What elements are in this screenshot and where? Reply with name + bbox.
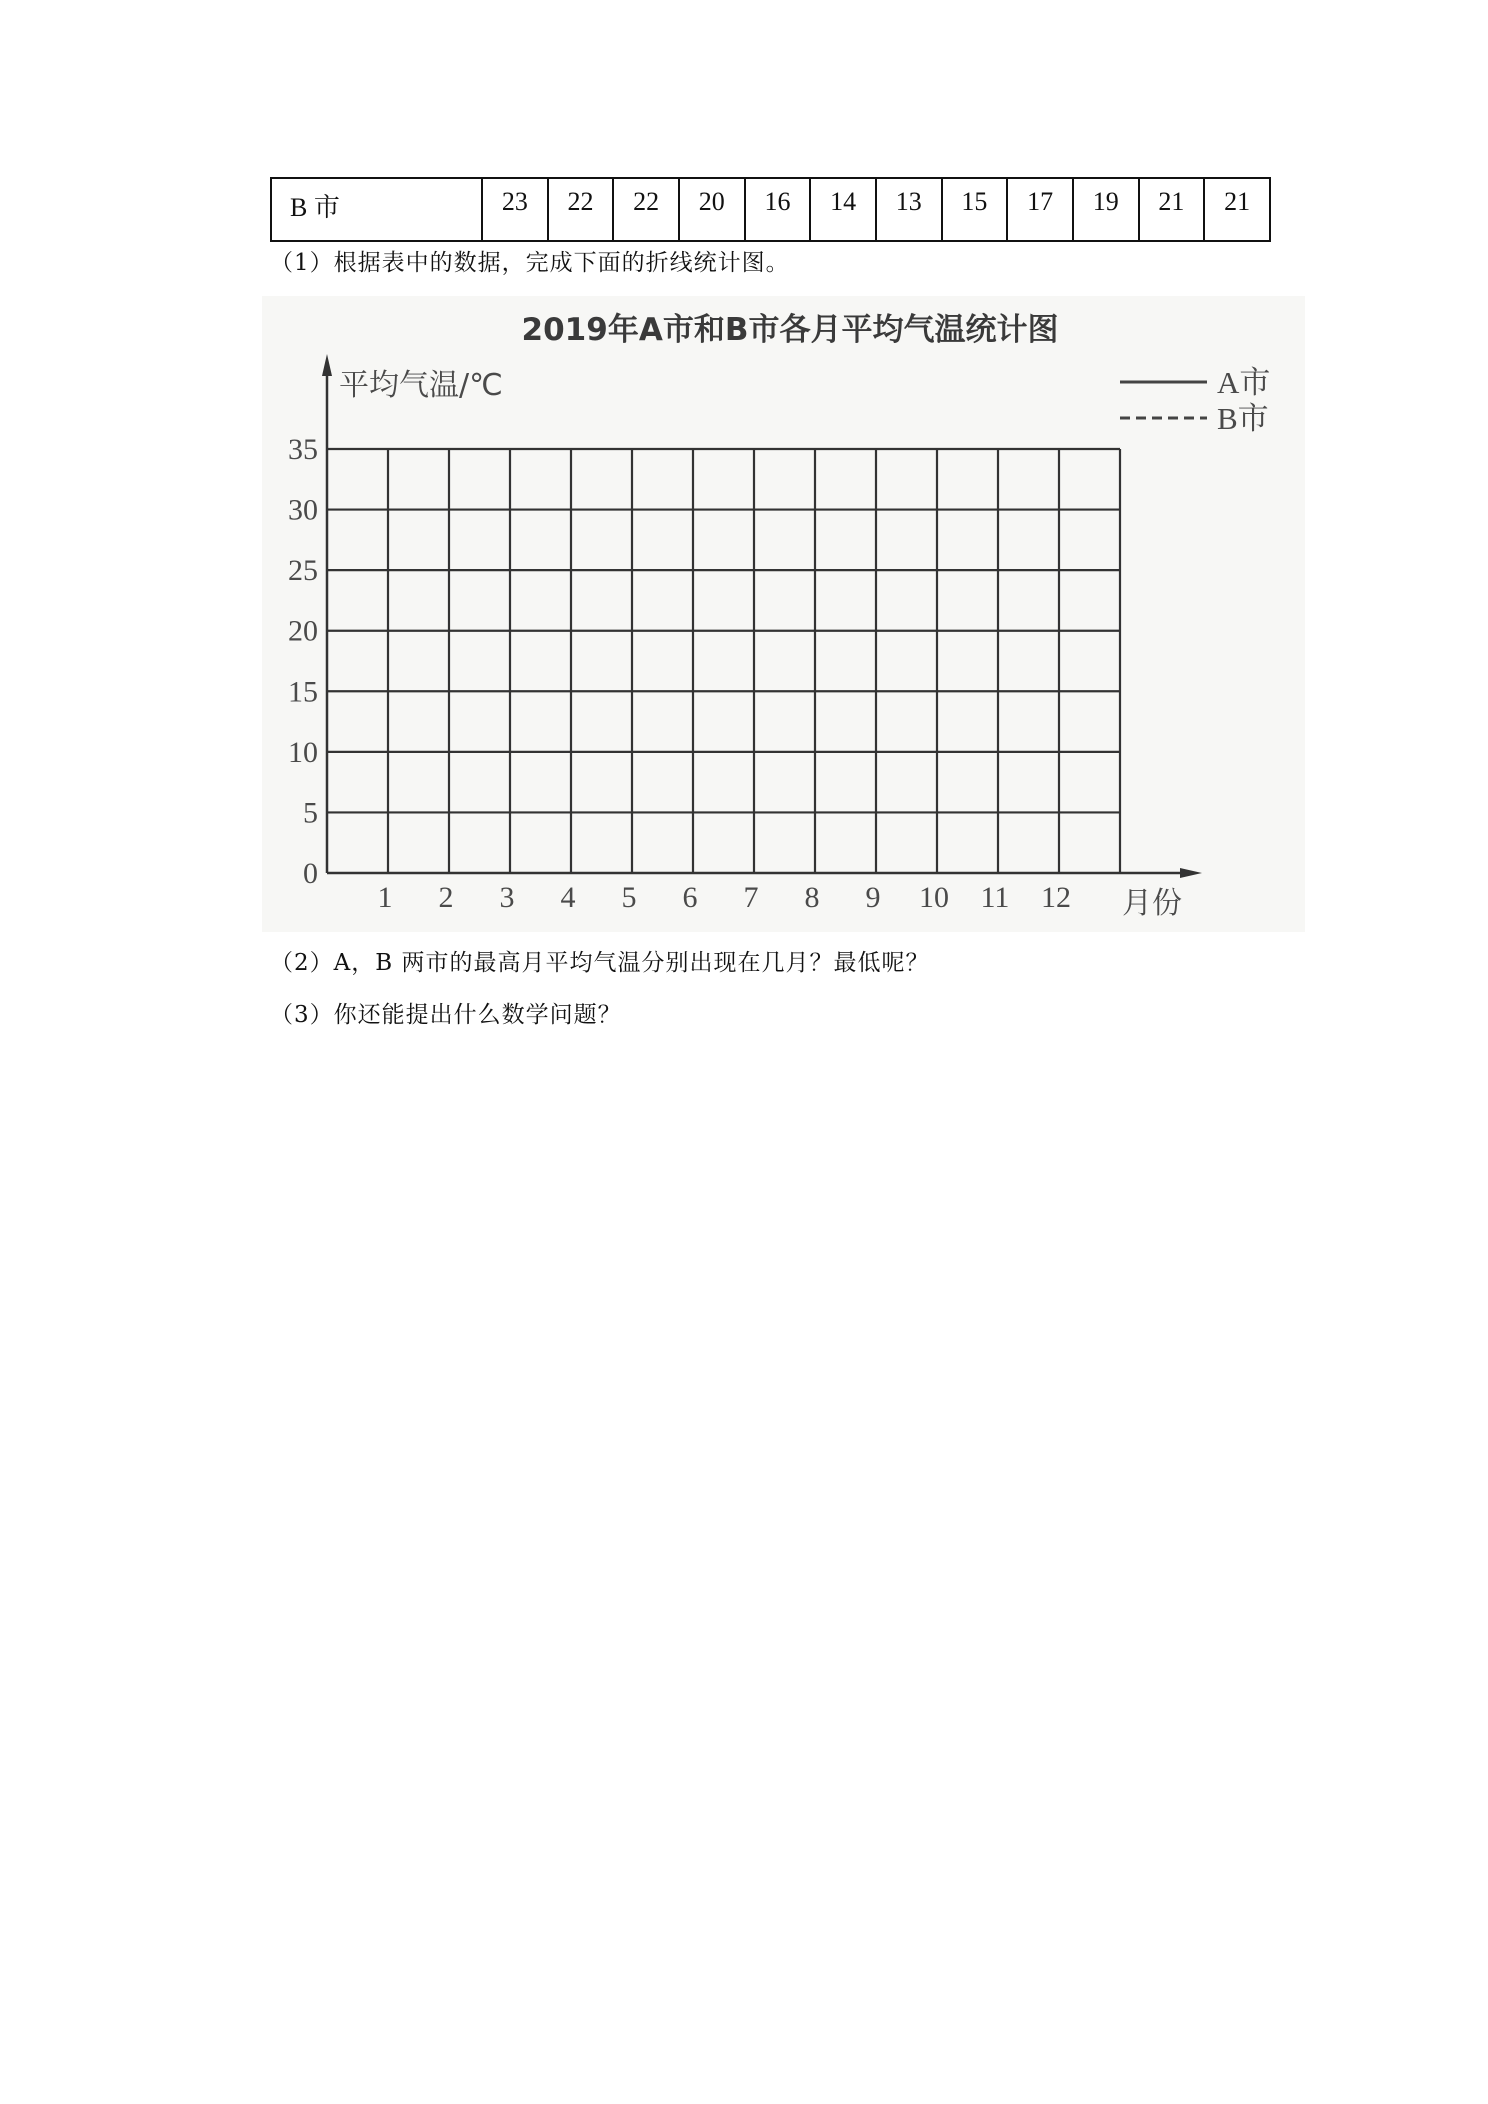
y-tick-label: 5 — [303, 796, 318, 830]
chart-grid — [327, 449, 1120, 873]
y-tick-label: 30 — [288, 493, 318, 527]
table-cell: 13 — [876, 178, 942, 241]
x-tick-label: 8 — [804, 881, 820, 914]
table-cell: 20 — [679, 178, 745, 241]
table-cell: 14 — [810, 178, 876, 241]
y-tick-label: 35 — [288, 433, 318, 466]
x-tick-label: 5 — [621, 881, 637, 914]
y-axis-label: 平均气温/℃ — [339, 368, 503, 403]
x-tick-label: 3 — [499, 881, 515, 914]
question-2: （2）A，B 两市的最高月平均气温分别出现在几月？最低呢？ — [270, 950, 930, 976]
table-cell: 19 — [1073, 178, 1139, 241]
y-tick-label: 15 — [288, 675, 318, 709]
table-cell: 16 — [745, 178, 811, 241]
table-row-label: B 市 — [271, 178, 482, 241]
y-axis-arrow — [322, 354, 332, 376]
temperature-table — [270, 177, 1271, 242]
y-tick-label: 10 — [288, 735, 318, 769]
x-tick-label: 12 — [1040, 881, 1071, 914]
table-cell: 15 — [942, 178, 1008, 241]
legend-label: A市 — [1217, 365, 1271, 400]
x-tick-label: 6 — [682, 881, 698, 914]
table-cell: 21 — [1139, 178, 1205, 241]
legend-label: B市 — [1217, 401, 1269, 436]
y-ticks — [288, 433, 318, 890]
table-cell: 21 — [1204, 178, 1270, 241]
table-cell: 23 — [482, 178, 548, 241]
line-chart — [262, 296, 1305, 932]
table-cell: 17 — [1007, 178, 1073, 241]
table-cell: 22 — [613, 178, 679, 241]
x-tick-label: 4 — [560, 881, 576, 914]
x-axis-label: 月份 — [1122, 886, 1182, 921]
chart-canvas — [262, 296, 1305, 932]
x-tick-label: 10 — [918, 881, 949, 914]
chart-axes — [322, 354, 1202, 878]
question-3: （3）你还能提出什么数学问题？ — [270, 1002, 622, 1028]
chart-legend — [1120, 365, 1270, 436]
x-tick-label: 2 — [438, 881, 454, 914]
chart-title: 2019年A市和B市各月平均气温统计图 — [521, 312, 1059, 348]
table-cell: 22 — [548, 178, 614, 241]
question-1: （1）根据表中的数据，完成下面的折线统计图。 — [270, 250, 790, 276]
y-tick-label: 20 — [288, 614, 318, 648]
x-axis-arrow — [1180, 868, 1202, 878]
y-tick-label: 0 — [303, 857, 318, 890]
x-ticks — [377, 881, 1070, 914]
x-tick-label: 9 — [865, 881, 881, 914]
y-tick-label: 25 — [288, 554, 318, 588]
x-tick-label: 1 — [377, 881, 393, 914]
table-row — [271, 178, 1270, 241]
x-tick-label: 7 — [743, 881, 759, 914]
x-tick-label: 11 — [980, 881, 1010, 914]
